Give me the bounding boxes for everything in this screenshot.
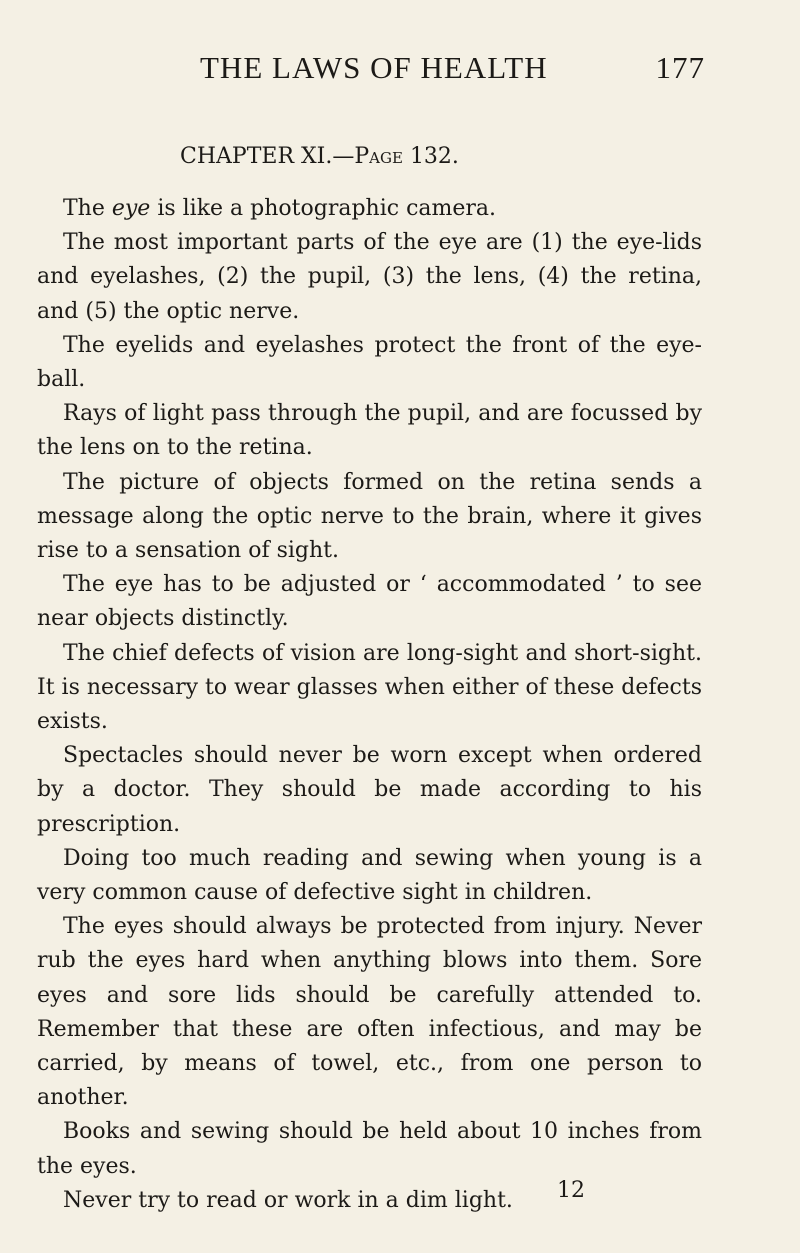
- chapter-summary: [37, 192, 702, 1218]
- paragraph: The picture of objects formed on the retina sends a message along the optic nerve to the brain, where it gives rise to a sensation of sight.: [37, 469, 702, 564]
- paragraph: The eyelids and eyelashes protect the front of the eye-ball.: [37, 332, 702, 393]
- page-word: Page: [354, 144, 403, 169]
- paragraph: The eyes should always be protected from injury. Never rub the eyes hard when anything blows into them. Sore eyes and sore lids should be carefully attended to. Remember that these are often infectious, and may be carried, by means of towel, etc., from one person to another.: [37, 914, 702, 1111]
- paragraph: [37, 192, 702, 226]
- paragraph-text: is like a photographic camera.: [150, 196, 497, 221]
- paragraph: Rays of light pass through the pupil, and are focussed by the lens on to the retina.: [37, 401, 702, 461]
- paragraph: Books and sewing should be held about 10 inches from the eyes.: [37, 1119, 702, 1179]
- paragraph: The eye has to be adjusted or ‘ accommodated ’ to see near objects distinctly.: [37, 572, 702, 632]
- paragraph: Never try to read or work in a dim light.: [63, 1187, 513, 1213]
- running-head-title: THE LAWS OF HEALTH: [200, 50, 548, 85]
- paragraph: Spectacles should never be worn except when ordered by a doctor. They should be made according to his prescription.: [37, 743, 702, 837]
- page-reference: 132.: [409, 144, 459, 169]
- emphasis-text: eye: [111, 196, 151, 221]
- chapter-label: CHAPTER XI.: [180, 144, 333, 169]
- chapter-heading: [180, 144, 600, 169]
- running-head: [200, 50, 705, 90]
- paragraph: The most important parts of the eye are (1) the eye-lids and eyelashes, (2) the pupil, (3) the lens, (4) the retina, and (5) the optic nerve.: [37, 230, 702, 324]
- paragraph-text: The: [63, 196, 112, 221]
- paragraph: Doing too much reading and sewing when young is a very common cause of defective sight in children.: [37, 845, 702, 906]
- signature-mark: 12: [557, 1178, 585, 1203]
- chapter-dash: —: [332, 144, 355, 169]
- page-number: 177: [655, 50, 705, 85]
- paragraph: The chief defects of vision are long-sight and short-sight. It is necessary to wear glasses when either of these defects exists.: [37, 640, 702, 735]
